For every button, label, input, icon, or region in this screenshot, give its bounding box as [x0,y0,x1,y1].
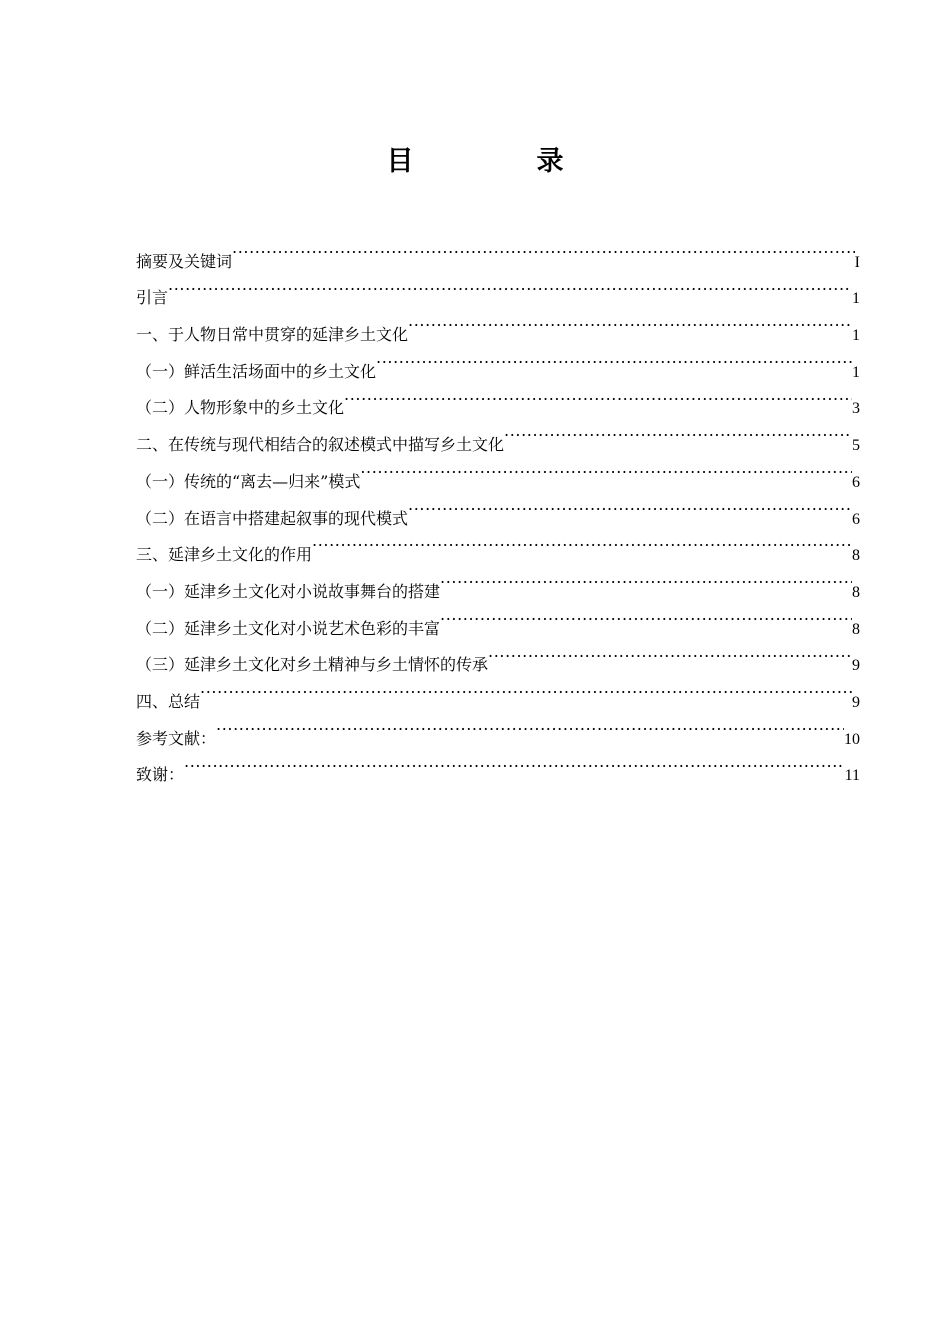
toc-entry-label: 参考文献： [136,728,217,748]
toc-entry-label: 二、在传统与现代相结合的叙述模式中描写乡土文化 [136,435,505,455]
dot-leader [168,267,852,304]
toc-entry-section-1[interactable] [136,303,860,345]
toc-entry-label: 引言 [136,288,169,308]
toc-entry-acknowledgements[interactable] [136,744,860,785]
toc-entry-label: （一）鲜活生活场面中的乡土文化 [136,361,377,381]
dot-leader [376,340,852,377]
toc-entry-page-number: 1 [852,290,860,308]
dot-leader [504,413,852,450]
toc-entry-label: 三、延津乡土文化的作用 [136,545,313,565]
dot-leader [216,707,844,744]
dot-leader [360,450,852,487]
toc-entry-page-number: 1 [852,327,860,345]
toc-entry-label: （一）传统的“离去—归来”模式 [136,471,361,491]
toc-entry-page-number: I [854,253,860,271]
toc-entry-page-number: 10 [844,730,860,748]
toc-entry-page-number: 6 [852,510,860,528]
dot-leader [440,597,852,634]
toc-entry-page-number: 8 [852,620,860,638]
toc-entry-label: （二）人物形象中的乡土文化 [136,398,345,418]
toc-entry-label: （二）延津乡土文化对小说艺术色彩的丰富 [136,618,441,638]
toc-entry-label: 致谢： [136,765,185,785]
toc-title: 目 录 [386,146,612,177]
toc-entry-label: 摘要及关键词 [136,251,233,271]
toc-entry-page-number: 6 [852,473,860,491]
dot-leader [408,487,852,524]
dot-leader [312,524,852,561]
toc-entry-page-number: 11 [844,767,860,785]
toc-entry-references[interactable] [136,707,860,748]
dot-leader [184,744,845,781]
table-of-contents [136,230,860,785]
toc-entry-label: 四、总结 [136,691,201,711]
toc-entry-page-number: 9 [852,693,860,711]
dot-leader [200,670,852,707]
toc-entry-page-number: 5 [852,437,860,455]
toc-entry-page-number: 9 [852,657,860,675]
toc-entry-page-number: 3 [852,400,860,418]
toc-entry-label: （二）在语言中搭建起叙事的现代模式 [136,508,409,528]
toc-entry-section-4[interactable] [136,670,860,711]
dot-leader [488,634,852,671]
dot-leader [440,560,852,597]
toc-entry-abstract[interactable] [136,230,860,271]
toc-entry-label: （三）延津乡土文化对乡土精神与乡土情怀的传承 [136,655,489,675]
dot-leader [408,303,852,340]
toc-entry-page-number: 8 [852,547,860,565]
toc-entry-introduction[interactable] [136,267,860,308]
toc-entry-label: 一、于人物日常中贯穿的延津乡土文化 [136,325,409,345]
toc-entry-label: （一）延津乡土文化对小说故事舞台的搭建 [136,581,441,601]
dot-leader [232,230,855,267]
toc-entry-page-number: 1 [852,363,860,381]
dot-leader [344,377,852,414]
toc-entry-page-number: 8 [852,583,860,601]
